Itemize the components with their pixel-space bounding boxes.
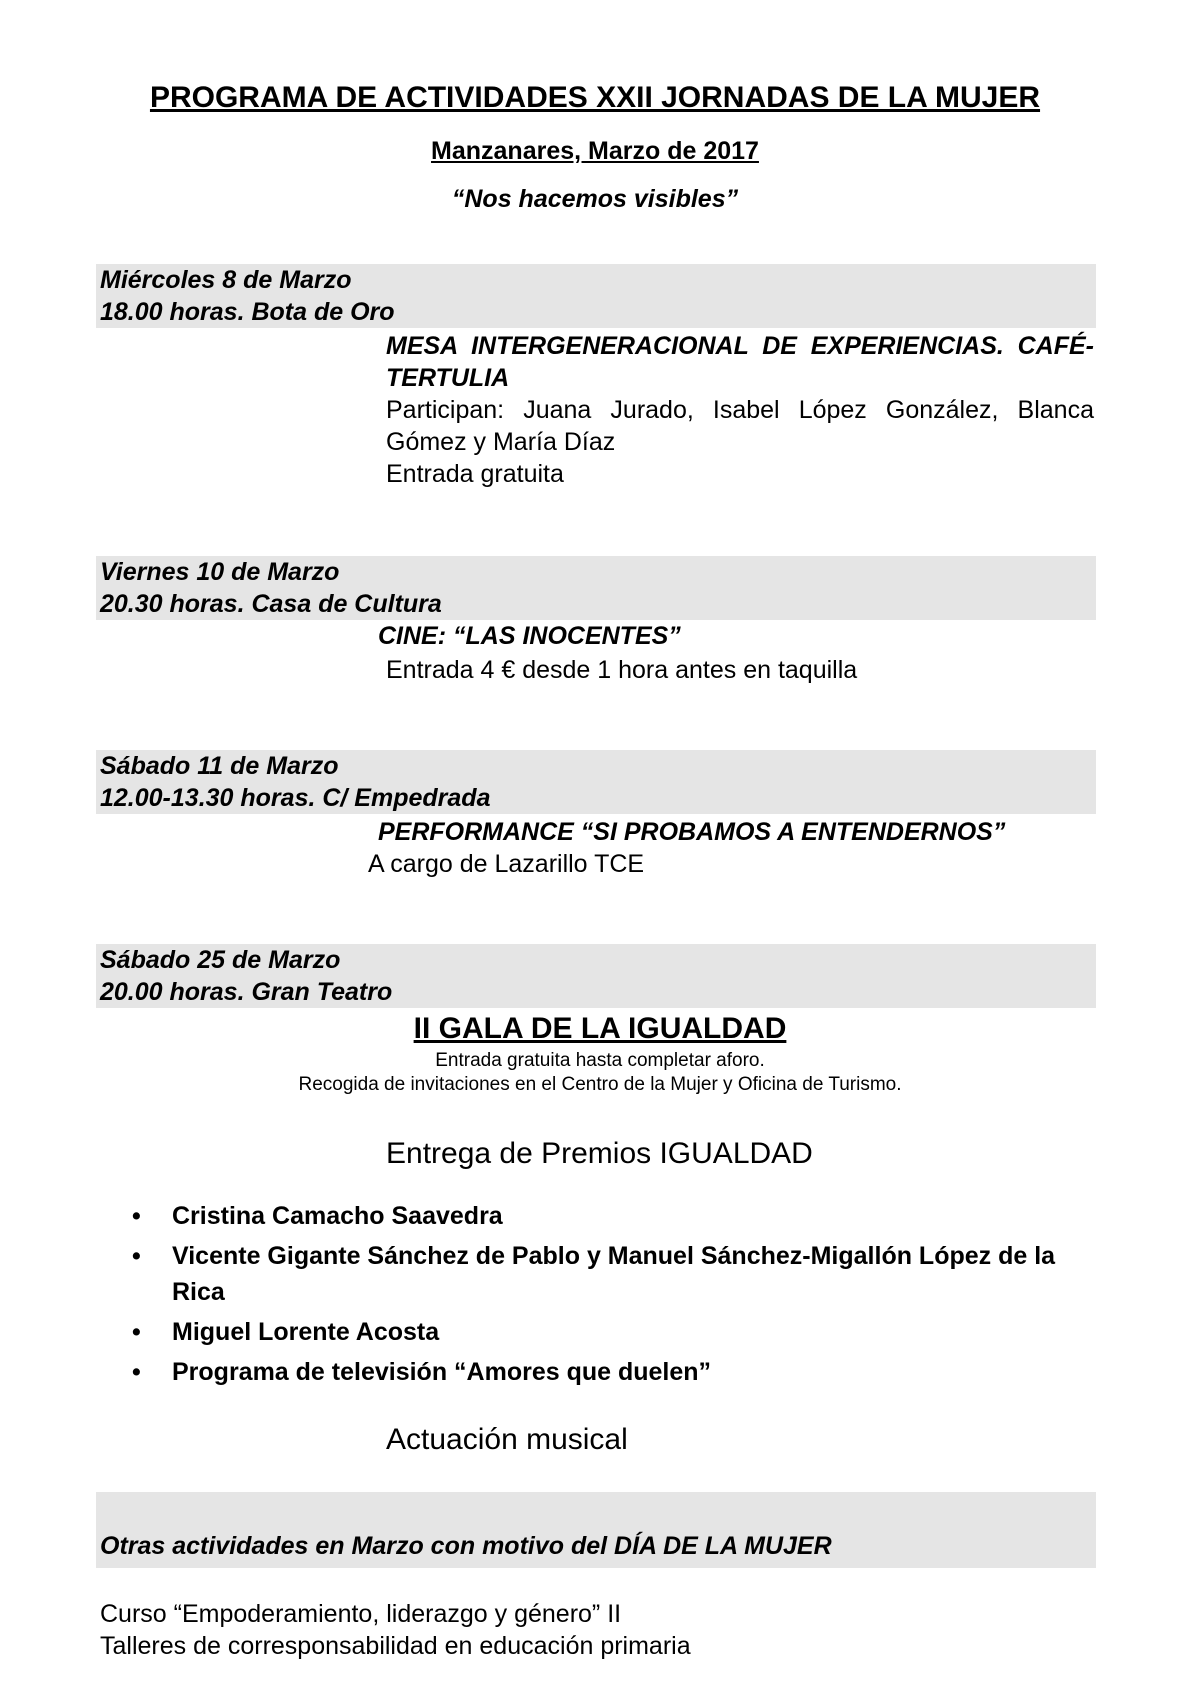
event-date: Viernes 10 de Marzo	[100, 558, 340, 586]
event-activity: CINE: “LAS INOCENTES”	[378, 622, 681, 650]
motto: “Nos hacemos visibles”	[451, 185, 739, 213]
event-header-band	[96, 556, 1096, 620]
event-activity: MESA INTERGENERACIONAL DE EXPERIENCIAS. CAFÉ-TERTULIA	[386, 332, 1094, 392]
gala-invitations: Recogida de invitaciones en el Centro de la Mujer y Oficina de Turismo.	[298, 1074, 902, 1095]
bullet: •	[132, 1202, 141, 1230]
bullet: •	[132, 1358, 141, 1386]
other-activity-item: Talleres de corresponsabilidad en educación primaria	[100, 1632, 691, 1660]
bullet: •	[132, 1318, 141, 1346]
event-date: Miércoles 8 de Marzo	[100, 266, 352, 294]
list-item	[130, 1354, 1100, 1390]
event-date: Sábado 11 de Marzo	[100, 752, 339, 780]
event-header-band	[96, 264, 1096, 328]
event-date: Sábado 25 de Marzo	[100, 946, 341, 974]
event-time-place: 20.30 horas. Casa de Cultura	[100, 590, 442, 618]
list-item	[130, 1198, 1100, 1234]
award-name: Cristina Camacho Saavedra	[172, 1202, 503, 1230]
event-entry: Entrada 4 € desde 1 hora antes en taquilla	[386, 656, 858, 684]
other-activity-item: Curso “Empoderamiento, liderazgo y género” II	[100, 1600, 622, 1628]
list-item	[130, 1314, 1100, 1350]
event-participants: Participan: Juana Jurado, Isabel López González, Blanca Gómez y María Díaz	[386, 396, 1094, 456]
event-time-place: 20.00 horas. Gran Teatro	[100, 978, 393, 1006]
event-time-place: 12.00-13.30 horas. C/ Empedrada	[100, 784, 491, 812]
awards-heading: Entrega de Premios IGUALDAD	[386, 1137, 813, 1170]
award-name: Programa de televisión “Amores que duelen”	[172, 1358, 712, 1386]
award-name: Vicente Gigante Sánchez de Pablo y Manuel Sánchez-Migallón López de la Rica	[172, 1242, 1056, 1306]
music-performance: Actuación musical	[386, 1423, 628, 1456]
award-name: Miguel Lorente Acosta	[172, 1318, 440, 1346]
awards-list	[130, 1198, 1100, 1394]
list-item	[130, 1238, 1100, 1310]
gala-entry: Entrada gratuita hasta completar aforo.	[435, 1050, 765, 1071]
event-entry: A cargo de Lazarillo TCE	[368, 850, 645, 878]
other-activities-band	[96, 1492, 1096, 1568]
event-activity: PERFORMANCE “SI PROBAMOS A ENTENDERNOS”	[378, 818, 1006, 846]
event-time-place: 18.00 horas. Bota de Oro	[100, 298, 395, 326]
event-header-band	[96, 750, 1096, 814]
event-entry: Entrada gratuita	[386, 460, 564, 488]
page-subtitle: Manzanares, Marzo de 2017	[431, 137, 759, 165]
bullet: •	[132, 1242, 141, 1270]
gala-title: II GALA DE LA IGUALDAD	[413, 1012, 787, 1045]
page-title: PROGRAMA DE ACTIVIDADES XXII JORNADAS DE LA MUJER	[149, 81, 1041, 114]
other-activities-heading: Otras actividades en Marzo con motivo del DÍA DE LA MUJER	[100, 1532, 832, 1560]
event-header-band	[96, 944, 1096, 1008]
